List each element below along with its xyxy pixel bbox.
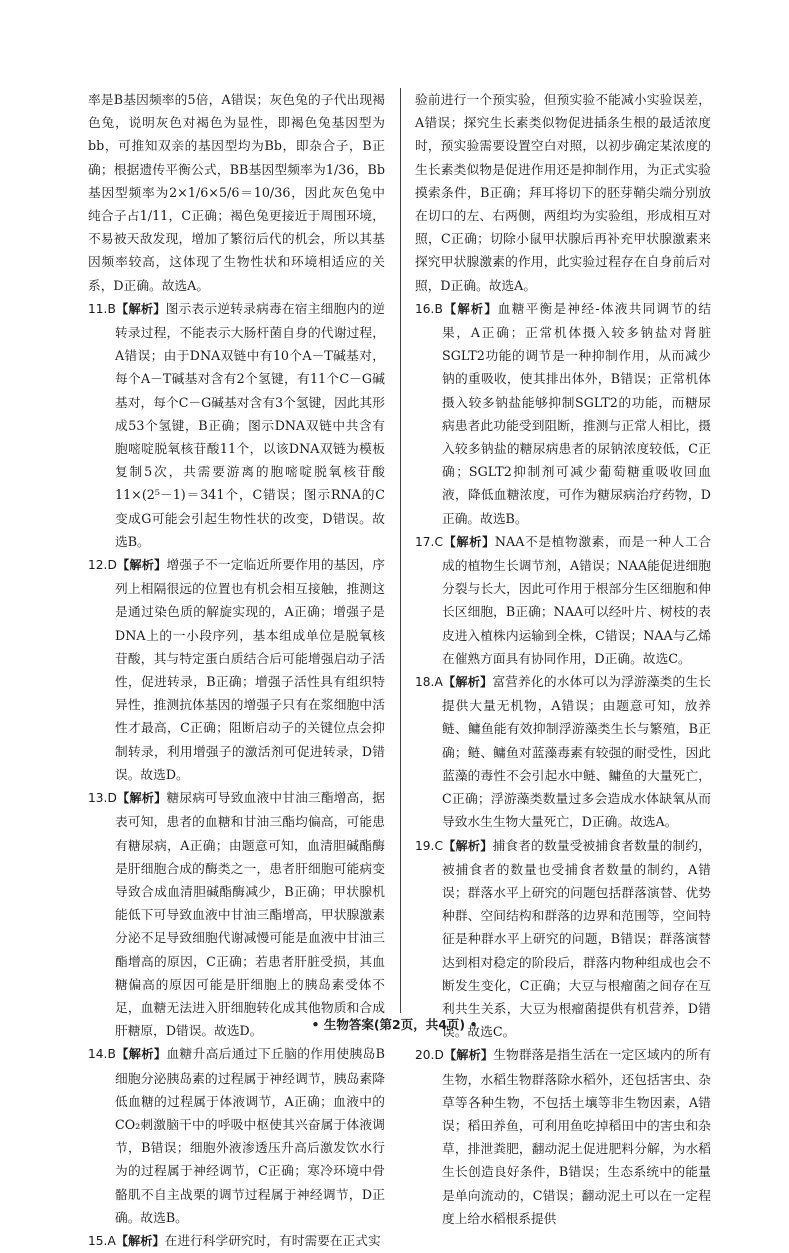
answer-number: 20.D	[415, 1048, 444, 1063]
answer-text: 图示表示逆转录病毒在宿主细胞内的逆转录过程，不能表示大肠杆菌自身的代谢过程，A错误；由于DNA双链中有10个A－T碱基对，每个A－T碱基对含有2个氢键，有11个C－G碱基对，每个C－G碱基对含有3个氢键，因此其形成53个氢键，B正确；图示DNA双链中共含有胞嘧啶脱氧核苷酸11个，以该DNA双链为模板复制5次，共需要游离的胞嘧啶脱氧核苷酸11×(2⁵－1)＝341个，C错误；图示RNA的C变成G可能会引起生物性状的改变，D错误。故选B。	[115, 300, 385, 549]
answer-text: 血糖平衡是神经-体液共同调节的结果，A正确；正常机体摄入较多钠盐对肾脏SGLT2功能的调节是一种抑制作用，从而减少钠的重吸收，使其排出体外，B错误；正常机体摄入较多钠盐能够抑制SGLT2的功能，而糖尿病患者此功能受到阻断，推测与正常人相比，摄入较多钠盐的糖尿病患者的尿钠浓度较低，C正确；SGLT2抑制剂可减少葡萄糖重吸收回血液，降低血糖浓度，可作为糖尿病治疗药物，D正确。故选B。	[442, 300, 711, 526]
left-column	[88, 88, 385, 1253]
analysis-tag: 【解析】	[442, 534, 495, 549]
answer-number: 11.B	[88, 301, 116, 316]
answer-text: 捕食者的数量受被捕食者数量的制约，被捕食者的数量也受捕食者数量的制约，A错误；群落水平上研究的问题包括群落演替、优势种群、空间结构和群落的边界和范围等，空间特征是种群水平上研究的问题，B错误；群落演替达到相对稳定的阶段后，群落内物种组成也会不断发生变化，C正确；大豆与根瘤菌之间存在互利共生关系，大豆为根瘤菌提供有机营养，D错误。故选C。	[442, 837, 711, 1040]
answer-number: 18.A	[415, 675, 443, 690]
answer-item-14	[88, 1042, 385, 1229]
answer-number: 16.B	[415, 301, 443, 316]
answer-number: 19.C	[415, 838, 443, 853]
answer-item-13	[88, 786, 385, 1042]
left-intro-paragraph: 率是B基因频率的5倍，A错误；灰色兔的子代出现褐色兔，说明灰色对褐色为显性，即褐色兔基因型为bb，可推知双亲的基因型均为Bb，即杂合子，B正确；根据遗传平衡公式，BB基因型频率为1/36，Bb基因型频率为2×1/6×5/6＝10/36，因此灰色兔中纯合子占1/11，C正确；褐色兔更接近于周围环境，不易被天敌发现，增加了繁衍后代的机会，所以其基因频率较高，这体现了生物性状和环境相适应的关系，D正确。故选A。	[88, 92, 385, 293]
column-divider	[400, 88, 401, 1013]
answer-item-15	[88, 1229, 385, 1253]
answer-text: 血糖升高后通过下丘脑的作用使胰岛B细胞分泌胰岛素的过程属于神经调节，胰岛素降低血糖的过程属于体液调节，A正确；血液中的CO₂刺激脑干中的呼吸中枢使其兴奋属于体液调节，B错误；细胞外液渗透压升高后激发饮水行为的过程属于神经调节，C正确；寒冷环境中骨骼肌不自主战栗的调节过程属于神经调节，D正确。故选B。	[115, 1046, 385, 1225]
analysis-tag: 【解析】	[442, 675, 493, 690]
analysis-tag: 【解析】	[116, 791, 167, 806]
analysis-tag: 【解析】	[443, 1048, 494, 1063]
answer-number: 17.C	[415, 534, 443, 549]
answer-item-17	[415, 530, 711, 670]
analysis-tag: 【解析】	[115, 1233, 165, 1248]
answer-number: 12.D	[88, 558, 117, 573]
answer-item-16	[415, 297, 711, 530]
page-footer: • 生物答案(第2页，共4页) •	[311, 1017, 478, 1032]
analysis-tag: 【解析】	[442, 838, 493, 853]
answer-text: 糖尿病可导致血液中甘油三酯增高，据表可知，患者的血糖和甘油三酯均偏高，可能患有糖尿病，A正确；由题意可知，血清胆碱酯酶是肝细胞合成的酶类之一，患者肝细胞可能病变导致合成血清胆碱酯酶减少，B正确；甲状腺机能低下可导致血液中甘油三酯增高，甲状腺激素分泌不足导致细胞代谢减慢可能是血液中甘油三酯增高的原因，C正确；若患者肝脏受损，其血糖偏高的原因可能是肝细胞上的胰岛素受体不足，血糖无法进入肝细胞转化成其他物质和合成肝糖原，D错误。故选D。	[115, 790, 385, 1039]
answer-item-12	[88, 553, 385, 786]
answer-text: 增强子不一定临近所要作用的基因，序列上相隔很远的位置也有机会相互接触，推测这是通过染色质的解旋实现的，A正确；增强子是DNA上的一小段序列，基本组成单位是脱氧核苷酸，其与特定蛋白质结合后可能增强启动子活性，促进转录，B正确；增强子活性具有组织特异性，推测抗体基因的增强子只有在浆细胞中活性才最高，C正确；阻断启动子的关键位点会抑制转录，利用增强子的激活剂可促进转录，D错误。故选D。	[115, 557, 385, 782]
analysis-tag: 【解析】	[442, 301, 498, 316]
answer-text: 在进行科学研究时，有时需要在正式实	[164, 1232, 381, 1248]
answer-number: 14.B	[88, 1047, 116, 1062]
answer-item-20	[415, 1043, 711, 1230]
answer-text: 富营养化的水体可以为浮游藻类的生长提供大量无机物，A错误；由题意可知，放养鲢、鳙鱼能有效抑制浮游藻类生长与繁殖，B正确；鲢、鳙鱼对蓝藻毒素有较强的耐受性，因此蓝藻的毒性不会引起水中鲢、鳙鱼的大量死亡，C正确；浮游藻类数量过多会造成水体缺氧从而导致水生生物大量死亡，D正确。故选A。	[442, 674, 711, 830]
answer-number: 15.A	[88, 1233, 116, 1248]
answer-item-19	[415, 834, 711, 1044]
answer-text: 生物群落是指生活在一定区域内的所有生物，水稻生物群落除水稻外，还包括害虫、杂草等各种生物，不包括土壤等非生物因素，A错误；稻田养鱼，可利用鱼吃掉稻田中的害虫和杂草，排泄粪肥，翻动泥土促进肥料分解，为水稻生长创造良好条件，B错误；生态系统中的能量是单向流动的，C错误；翻动泥土可以在一定程度上给水稻根系提供	[442, 1047, 711, 1226]
answer-text: NAA不是植物激素，而是一种人工合成的植物生长调节剂，A错误；NAA能促进细胞分裂与长大，因此可作用于根部分生区细胞和伸长区细胞，B正确；NAA可以经叶片、树枝的表皮进入植株内运输到全株，C错误；NAA与乙烯在催熟方面具有协同作用，D正确。故选C。	[442, 533, 711, 666]
answer-number: 13.D	[88, 791, 117, 806]
analysis-tag: 【解析】	[115, 301, 166, 316]
right-intro-paragraph: 验前进行一个预实验，但预实验不能减小实验误差，A错误；探究生长素类似物促进插条生根的最适浓度时，预实验需要设置空白对照，以初步确定某浓度的生长素类似物是促进作用还是抑制作用，为正式实验摸索条件，B正确；拜耳将切下的胚芽鞘尖端分别放在切口的左、右两侧，两组均为实验组，形成相互对照，C正确；切除小鼠甲状腺后再补充甲状腺激素来探究甲状腺激素的作用，此实验过程存在自身前后对照，D正确。故选A。	[415, 92, 711, 293]
answer-item-11	[88, 297, 385, 553]
analysis-tag: 【解析】	[115, 1047, 167, 1062]
right-column	[415, 88, 711, 1230]
analysis-tag: 【解析】	[116, 558, 167, 573]
answer-item-18	[415, 670, 711, 833]
